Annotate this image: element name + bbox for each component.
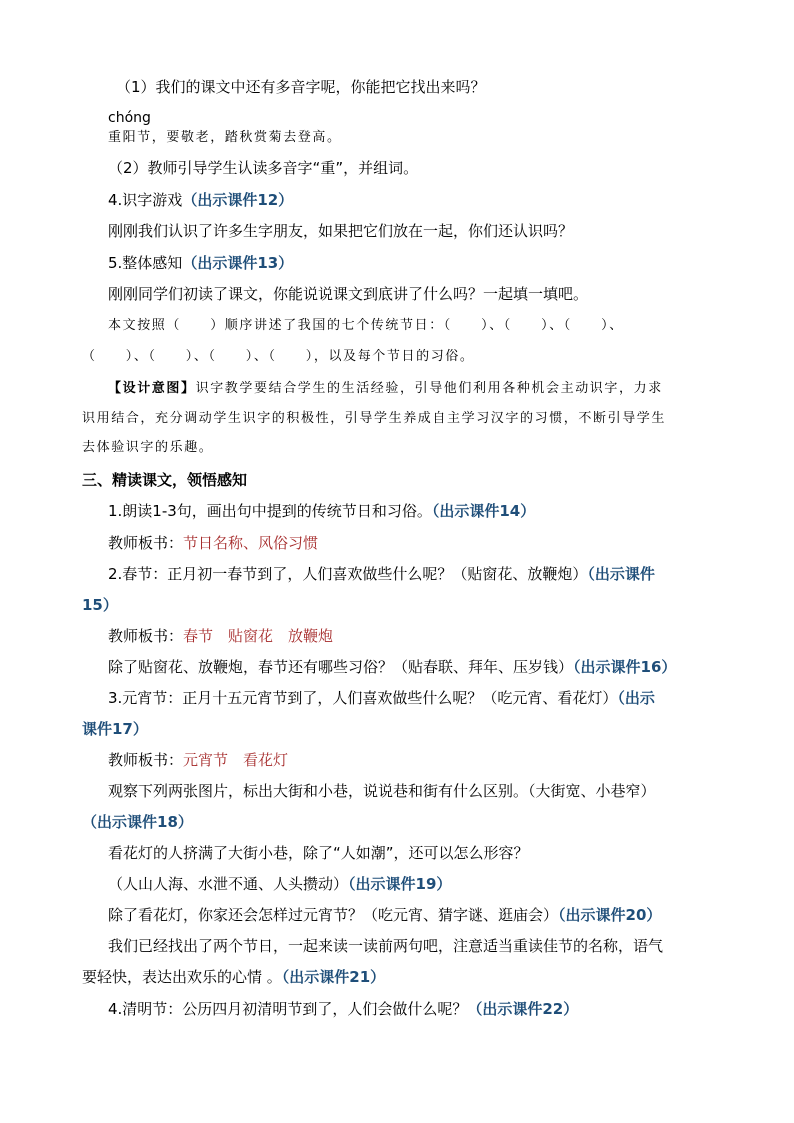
step-3-cont (82, 719, 148, 739)
pinyin-text: chóng (108, 110, 151, 126)
design-intent-cont (82, 438, 213, 458)
step-4 (108, 999, 578, 1019)
courseware-ref: （出示课件20） (558, 906, 662, 924)
step-3 (108, 688, 655, 708)
step-2 (108, 564, 655, 584)
step-title: 4.识字游戏 (108, 191, 183, 209)
board-label: 教师板书： (108, 751, 184, 769)
board-content: 春节 贴窗花 放鞭炮 (183, 627, 334, 645)
fill-blank-line-1 (108, 316, 624, 336)
line-text: 刚刚同学们初读了课文，你能说说课文到底讲了什么吗？一起填一填吧。 (108, 285, 589, 303)
courseware-ref: （出示课件21） (281, 968, 386, 986)
question-1 (116, 77, 486, 97)
line-text: 观察下列两张图片，标出大街和小巷，说说巷和街有什么区别。（大街宽、小巷窄） (108, 782, 656, 800)
board-content: 节日名称、风俗习惯 (183, 534, 319, 552)
courseware-ref: （出示 (617, 689, 655, 707)
section-heading (82, 470, 247, 490)
line-text: 看花灯的人挤满了大街小巷，除了“人如潮”，还可以怎么形容？ (108, 844, 529, 862)
step-1 (108, 501, 535, 521)
line-text: 我们已经找出了两个节日，一起来读一读前两句吧，注意适当重读佳节的名称，语气 (108, 937, 664, 955)
paragraph (108, 936, 663, 956)
section-title: 三、精读课文，领悟感知 (82, 471, 248, 489)
design-intent (108, 379, 663, 399)
courseware-ref: （出示课件16） (573, 658, 677, 676)
courseware-ref: （出示课件22） (467, 1000, 579, 1018)
line-text: （人山人海、水泄不通、人头攒动） (108, 875, 349, 893)
board-note (108, 533, 318, 553)
board-label: 教师板书： (108, 534, 184, 552)
courseware-ref: （出示课件12） (182, 191, 294, 209)
paragraph (108, 284, 588, 304)
board-note (108, 626, 333, 646)
line-text: 本文按照（ ）顺序讲述了我国的七个传统节日：（ ）、（ ）、（ ）、 (108, 318, 624, 333)
question (108, 905, 661, 925)
line-text: （1）我们的课文中还有多音字呢，你能把它找出来吗？ (116, 78, 486, 96)
line-text: 去体验识字的乐趣。 (82, 440, 214, 455)
courseware-ref: 15） (82, 596, 118, 614)
courseware-line (82, 812, 193, 832)
courseware-ref: （出示课件14） (431, 502, 536, 520)
step-heading-4 (108, 190, 293, 210)
example-sentence (108, 128, 342, 148)
line-text: 3.元宵节：正月十五元宵节到了，人们喜欢做些什么呢？（吃元宵、看花灯） (108, 689, 618, 707)
pinyin-annotation (108, 108, 151, 128)
line-text: 1.朗读1-3句，画出句中提到的传统节日和习俗。 (108, 502, 432, 520)
line-text: 除了贴窗花、放鞭炮，春节还有哪些习俗？（贴春联、拜年、压岁钱） (108, 658, 574, 676)
step-2-cont (82, 595, 118, 615)
board-note (108, 750, 288, 770)
paragraph (108, 843, 529, 863)
question (108, 657, 676, 677)
fill-blank-line-2 (82, 347, 475, 367)
board-content: 元宵节 看花灯 (183, 751, 289, 769)
courseware-ref: （出示课件 (587, 565, 655, 583)
design-intent-cont (82, 409, 666, 429)
design-intent-label: 【设计意图】 (108, 381, 196, 396)
step-heading-5 (108, 253, 293, 273)
line-text: 识用结合，充分调动学生识字的积极性，引导学生养成自主学习汉字的习惯，不断引导学生 (82, 411, 667, 426)
courseware-ref: 课件17） (82, 720, 148, 738)
courseware-ref: （出示课件18） (82, 813, 193, 831)
line-text: （2）教师引导学生认读多音字“重”，并组词。 (108, 159, 419, 177)
line-text: 4.清明节：公历四月初清明节到了，人们会做什么呢？ (108, 1000, 468, 1018)
line-text: （ ）、（ ）、（ ）、（ ），以及每个节日的习俗。 (82, 349, 475, 364)
paragraph (108, 874, 451, 894)
question-2 (108, 158, 418, 178)
paragraph (108, 221, 573, 241)
paragraph (108, 781, 656, 801)
line-text: 要轻快，表达出欢乐的心情 。 (82, 968, 282, 986)
courseware-ref: （出示课件19） (348, 875, 452, 893)
line-text: 除了看花灯，你家还会怎样过元宵节？（吃元宵、猜字谜、逛庙会） (108, 906, 559, 924)
line-text: 识字教学要结合学生的生活经验，引导他们利用各种机会主动识字，力求 (195, 381, 663, 396)
step-title: 5.整体感知 (108, 254, 183, 272)
courseware-ref: （出示课件13） (182, 254, 294, 272)
line-text: 刚刚我们认识了许多生字朋友，如果把它们放在一起，你们还认识吗？ (108, 222, 574, 240)
line-text: 重阳节，要敬老，踏秋赏菊去登高。 (108, 130, 342, 145)
paragraph-cont (82, 967, 385, 987)
line-text: 2.春节：正月初一春节到了，人们喜欢做些什么呢？（贴窗花、放鞭炮） (108, 565, 588, 583)
board-label: 教师板书： (108, 627, 184, 645)
